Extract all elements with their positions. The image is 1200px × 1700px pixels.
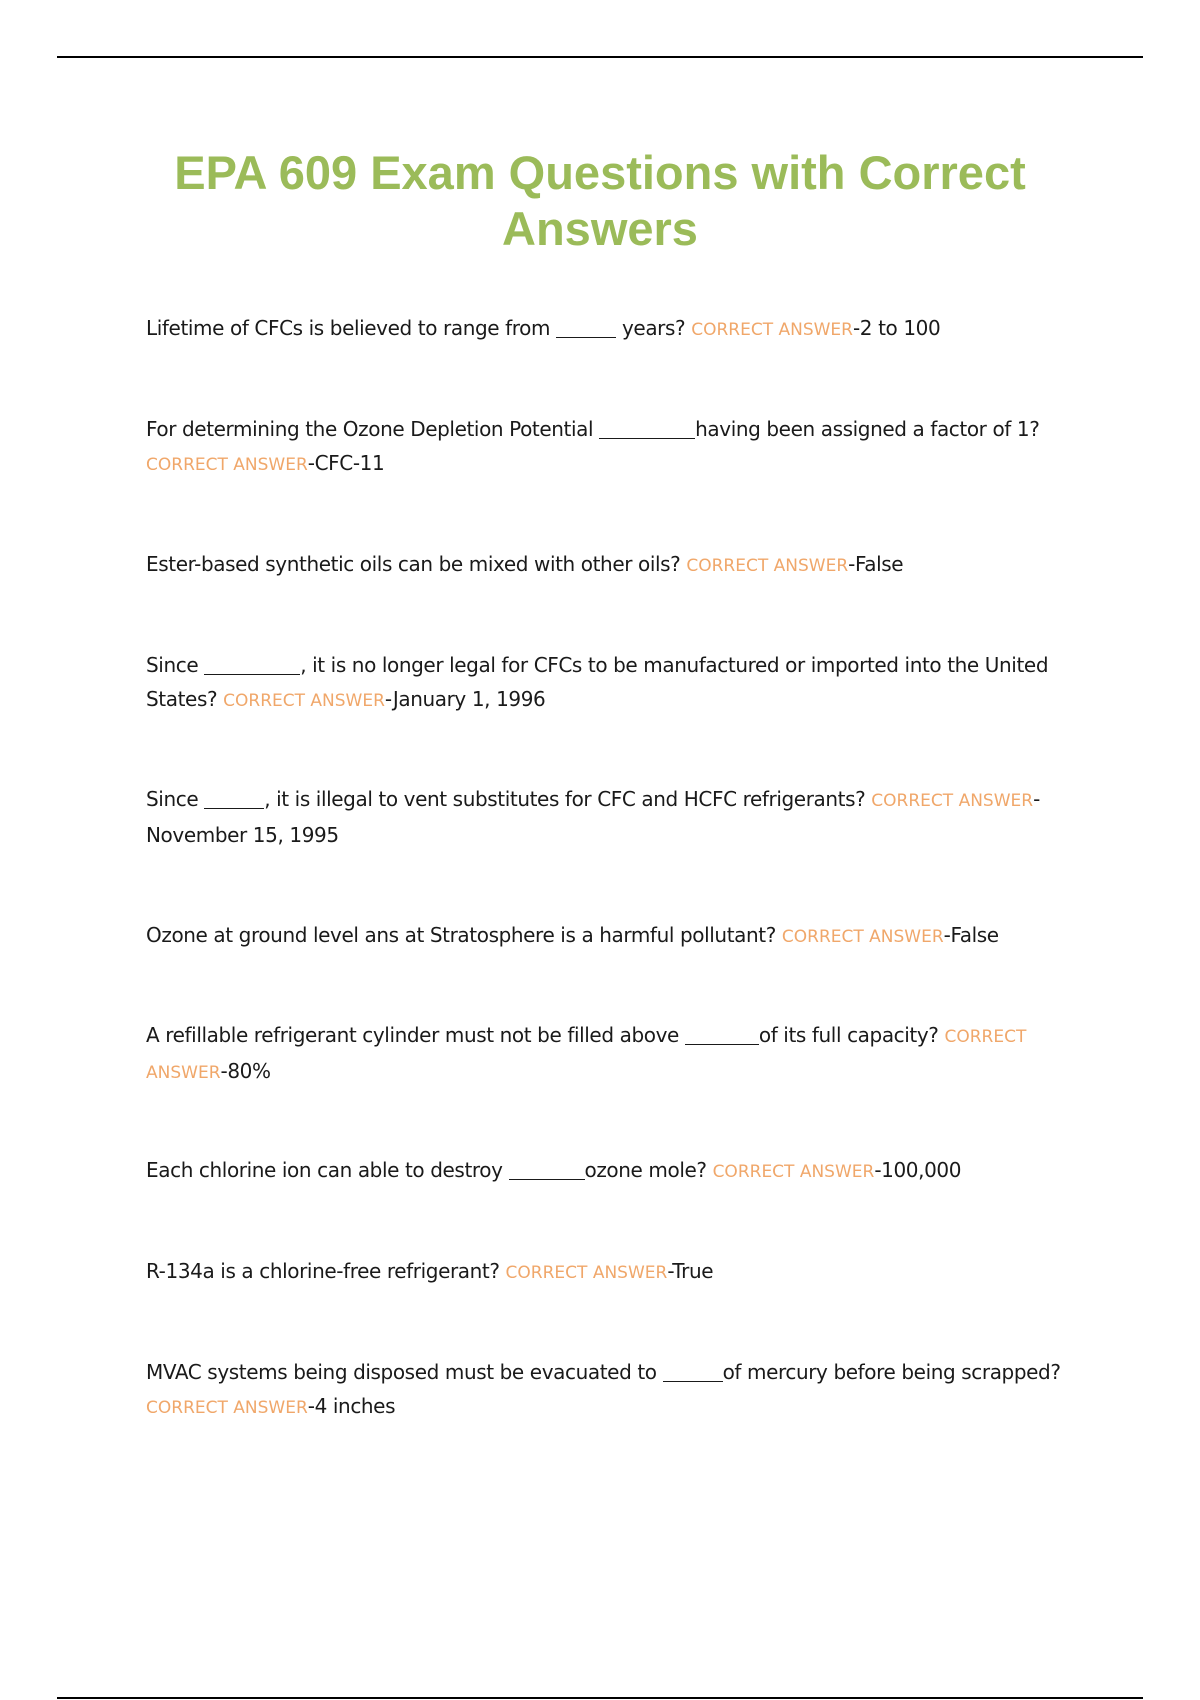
- question-4: [146, 648, 1086, 718]
- question-7: [146, 1018, 1086, 1090]
- answer-blank: [663, 1361, 723, 1382]
- correct-answer-label: CORRECT ANSWER: [691, 320, 853, 340]
- answer-text: -False: [943, 923, 999, 947]
- answer-text: -4 inches: [307, 1394, 396, 1418]
- correct-answer-label: CORRECT ANSWER: [505, 1263, 668, 1283]
- answer-text: -January 1, 1996: [384, 687, 546, 711]
- question-text: Each chlorine ion can able to destroy: [146, 1158, 509, 1182]
- answer-blank: [204, 654, 300, 675]
- answer-text: -November 15, 1995: [146, 787, 1040, 847]
- correct-answer-label: CORRECT ANSWER: [146, 1027, 1027, 1083]
- correct-answer-label: CORRECT ANSWER: [712, 1162, 875, 1182]
- question-text: Ester-based synthetic oils can be mixed with other oils?: [146, 552, 687, 576]
- question-3: [146, 547, 1086, 583]
- question-text: Lifetime of CFCs is believed to range from: [146, 316, 557, 340]
- question-2: [146, 412, 1086, 482]
- correct-answer-label: CORRECT ANSWER: [146, 455, 308, 475]
- correct-answer-label: CORRECT ANSWER: [146, 1398, 308, 1418]
- question-text: For determining the Ozone Depletion Potential: [146, 417, 600, 441]
- answer-blank: [204, 788, 264, 809]
- answer-text: -CFC-11: [307, 451, 385, 475]
- question-5: [146, 782, 1086, 852]
- answer-blank: [556, 317, 616, 338]
- answer-blank: [509, 1159, 585, 1180]
- question-text: MVAC systems being disposed must be evacuated to: [146, 1360, 663, 1384]
- answer-text: -2 to 100: [852, 316, 941, 340]
- question-text: , it is illegal to vent substitutes for CFC and HCFC refrigerants?: [264, 787, 872, 811]
- question-10: [146, 1355, 1086, 1425]
- question-6: [146, 918, 1086, 954]
- question-text: of its full capacity?: [758, 1023, 945, 1047]
- answer-text: -80%: [220, 1059, 271, 1083]
- question-9: [146, 1254, 1086, 1290]
- correct-answer-label: CORRECT ANSWER: [871, 791, 1034, 811]
- correct-answer-label: CORRECT ANSWER: [223, 691, 385, 711]
- question-text: R-134a is a chlorine-free refrigerant?: [146, 1259, 506, 1283]
- correct-answer-label: CORRECT ANSWER: [686, 556, 849, 576]
- correct-answer-label: CORRECT ANSWER: [781, 927, 944, 947]
- footer-rule: [57, 1697, 1143, 1699]
- answer-text: -100,000: [874, 1158, 962, 1182]
- question-text: Since: [146, 653, 205, 677]
- question-text: Since: [146, 787, 205, 811]
- header-rule: [57, 56, 1143, 58]
- question-8: [146, 1153, 1086, 1189]
- answer-blank: [599, 418, 695, 439]
- question-text: A refillable refrigerant cylinder must not be filled above: [146, 1023, 685, 1047]
- question-1: [146, 311, 1086, 347]
- question-text: , it is no longer legal for CFCs to be manufactured or imported into the United States?: [146, 653, 1049, 711]
- question-text: Ozone at ground level ans at Stratosphere is a harmful pollutant?: [146, 923, 782, 947]
- answer-text: -False: [848, 552, 904, 576]
- question-text: ozone mole?: [584, 1158, 713, 1182]
- question-text: of mercury before being scrapped?: [722, 1360, 1061, 1384]
- page-title: EPA 609 Exam Questions with Correct Answers: [174, 146, 1026, 255]
- answer-text: -True: [667, 1259, 714, 1283]
- answer-blank: [685, 1024, 759, 1045]
- question-text: having been assigned a factor of 1?: [695, 417, 1040, 441]
- question-text: years?: [616, 316, 692, 340]
